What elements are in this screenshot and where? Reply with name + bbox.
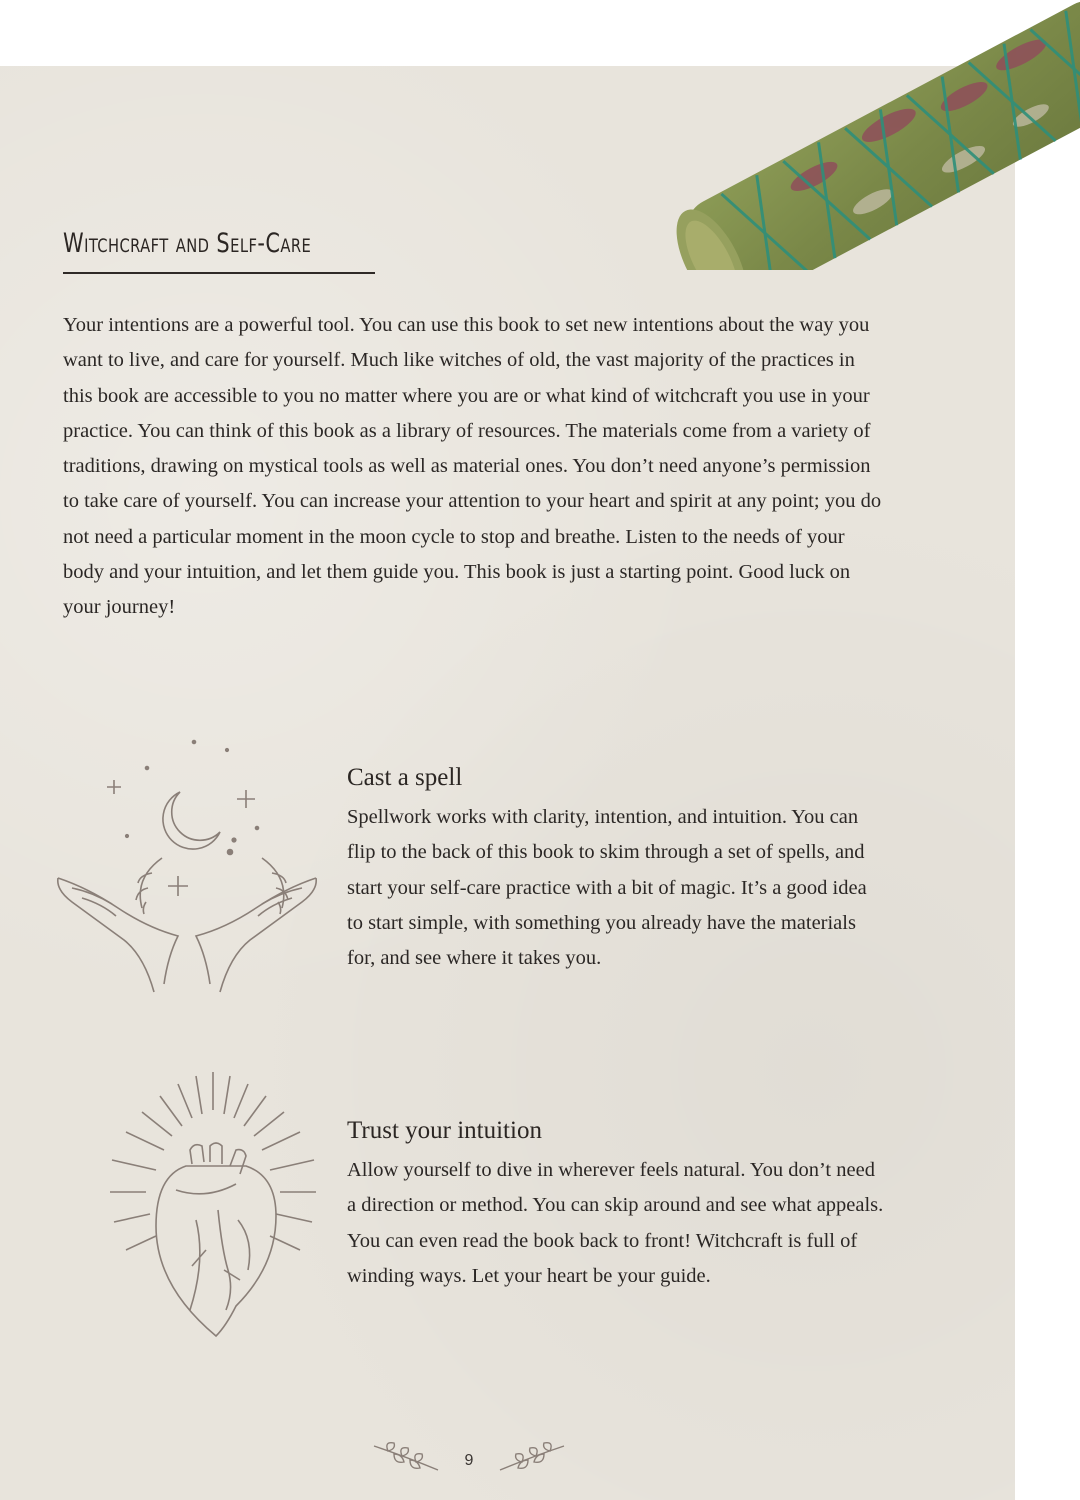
right-leaf-ornament-icon (496, 1440, 566, 1481)
heading-underline (63, 272, 375, 274)
moon-hands-icon (52, 728, 322, 998)
anatomical-heart-icon (106, 1070, 321, 1350)
sage-bundle-image (640, 0, 1080, 270)
section-body-trust-intuition: Allow yourself to dive in wherever feels natural. You don’t need a direction or method. You can skip around and see what appeals. You can even read the book back to front! Witchcraft is full of winding ways. Let your heart be your guide. (347, 1159, 884, 1287)
left-leaf-ornament-icon (372, 1440, 442, 1481)
intro-paragraph: Your intentions are a powerful tool. You can use this book to set new intentions about the way you want to live, and care for yourself. Much like witches of old, the vast majority of the practices in this book are accessible to you no matter where you are or what kind of witchcraft you use in your practice. You can think of this book as a library of resources. The materials come from a variety of traditions, drawing on mystical tools as well as material ones. You don’t need anyone’s permission to take care of yourself. You can increase your attention to your heart and spirit at any point; you do not need a particular moment in the moon cycle to stop and breathe. Listen to the needs of your body and your intuition, and let them guide you. This book is just a starting point. Good luck on your journey! (63, 314, 882, 619)
section-heading: Witchcraft and Self-Care (63, 228, 312, 259)
section-title-cast-spell: Cast a spell (347, 764, 463, 791)
section-body-cast-spell: Spellwork works with clarity, intention, and intuition. You can flip to the back of this book to skim through a set of spells, and start your self-care practice with a bit of magic. It’s a good idea to start simple, with something you already have the materials for, and see where it takes you. (347, 806, 867, 970)
section-title-trust-intuition: Trust your intuition (347, 1117, 542, 1144)
page-number: 9 (464, 1452, 474, 1469)
